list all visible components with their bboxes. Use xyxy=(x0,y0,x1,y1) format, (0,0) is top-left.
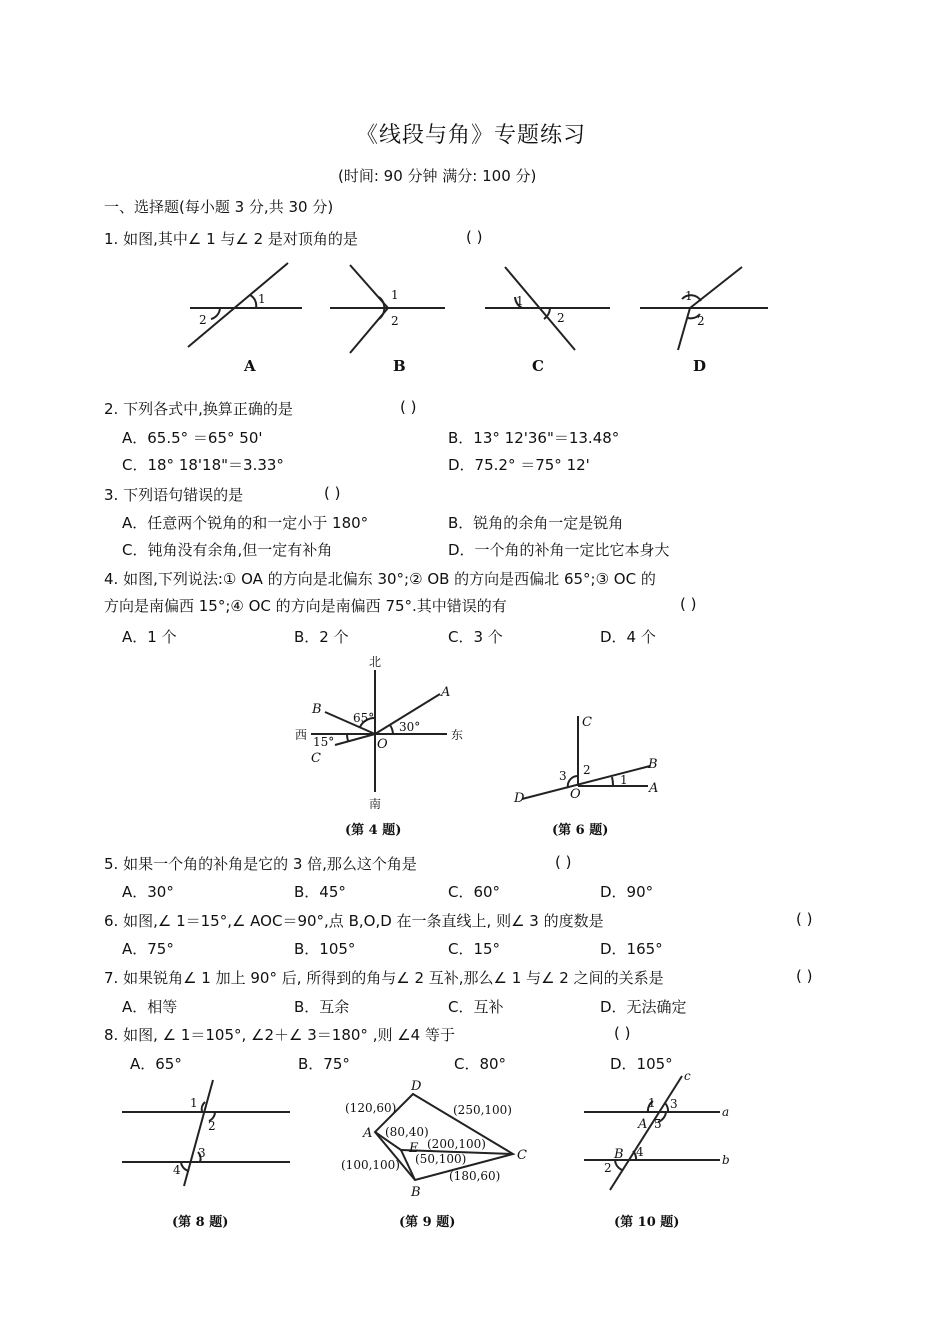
question-5-option-b: B．45° xyxy=(294,883,346,901)
question-2-option-a: A．65.5° ＝65° 50' xyxy=(122,429,263,447)
fig9-point-a: A xyxy=(363,1126,373,1141)
fig4-point-b: B xyxy=(312,702,322,717)
question-7-option-c: C．互补 xyxy=(448,998,504,1016)
question-5-option-a: A．30° xyxy=(122,883,174,901)
fig1a-label: A xyxy=(244,357,256,375)
fig6-point-o: O xyxy=(570,787,581,802)
fig8-angle-2: 2 xyxy=(208,1119,216,1133)
fig1a-angle-1: 1 xyxy=(258,292,266,306)
fig10-point-a: A xyxy=(638,1117,648,1132)
fig10-line-a: a xyxy=(722,1105,730,1119)
fig6-angle-1: 1 xyxy=(620,773,628,787)
question-4-option-c: C．3 个 xyxy=(448,628,503,646)
fig6-point-b: B xyxy=(648,757,658,772)
fig8-angle-4: 4 xyxy=(173,1163,181,1177)
question-1-answer-paren: ( ) xyxy=(466,228,483,246)
figure-8 xyxy=(110,1074,300,1234)
question-8-answer-paren: ( ) xyxy=(614,1024,631,1042)
fig9-label-ae: (80,40) xyxy=(385,1125,429,1139)
fig4-caption: (第 4 题) xyxy=(345,823,402,838)
fig1d-angle-2: 2 xyxy=(697,314,705,328)
question-4-option-a: A．1 个 xyxy=(122,628,177,646)
question-3-option-b: B．锐角的余角一定是锐角 xyxy=(448,514,624,532)
question-2-option-b: B．13° 12'36"＝13.48° xyxy=(448,429,620,447)
fig6-angle-3: 3 xyxy=(559,769,567,783)
question-4-stem-line1: 4. 如图,下列说法:① OA 的方向是北偏东 30°;② OB 的方向是西偏北 65°;③ OC 的 xyxy=(104,570,656,588)
fig9-point-d: D xyxy=(411,1079,422,1094)
fig6-caption: (第 6 题) xyxy=(552,823,609,838)
fig6-point-a: A xyxy=(649,781,659,796)
question-4-stem-line2: 方向是南偏西 15°;④ OC 的方向是南偏西 75°.其中错误的有 xyxy=(104,597,507,615)
fig8-angle-1: 1 xyxy=(190,1096,198,1110)
fig10-line-c: c xyxy=(684,1069,691,1083)
fig1b-angle-1: 1 xyxy=(391,288,399,302)
fig6-point-c: C xyxy=(582,715,592,730)
question-7-option-a: A．相等 xyxy=(122,998,178,1016)
question-2-option-c: C．18° 18'18"＝3.33° xyxy=(122,456,284,474)
fig8-angle-3: 3 xyxy=(198,1146,206,1160)
fig10-angle-3: 3 xyxy=(670,1097,678,1111)
question-5-option-d: D．90° xyxy=(600,883,654,901)
fig9-point-c: C xyxy=(517,1148,527,1163)
question-3-option-d: D．一个角的补角一定比它本身大 xyxy=(448,541,670,559)
question-3-answer-paren: ( ) xyxy=(324,484,341,502)
fig1c-angle-1: 1 xyxy=(516,294,524,308)
fig1a-angle-2: 2 xyxy=(199,313,207,327)
fig4-west: 西 xyxy=(295,728,308,742)
question-6-option-b: B．105° xyxy=(294,940,356,958)
fig9-label-ad: (120,60) xyxy=(345,1101,397,1115)
fig4-point-a: A xyxy=(441,685,451,700)
fig4-angle-30: 30° xyxy=(399,720,421,734)
fig10-angle-2: 2 xyxy=(604,1161,612,1175)
question-3-stem: 3. 下列语句错误的是 xyxy=(104,486,244,504)
figure-9 xyxy=(335,1074,545,1234)
fig6-angle-2: 2 xyxy=(583,763,591,777)
question-1-stem: 1. 如图,其中∠ 1 与∠ 2 是对顶角的是 xyxy=(104,230,358,248)
question-1-figures xyxy=(170,255,790,380)
fig1c-label: C xyxy=(532,357,544,375)
fig9-point-b: B xyxy=(411,1185,421,1200)
question-3-option-c: C．钝角没有余角,但一定有补角 xyxy=(122,541,333,559)
fig10-line-b: b xyxy=(722,1153,730,1167)
question-5-answer-paren: ( ) xyxy=(555,853,572,871)
question-8-option-d: D．105° xyxy=(610,1055,673,1073)
fig1b-angle-2: 2 xyxy=(391,314,399,328)
fig8-caption: (第 8 题) xyxy=(172,1215,229,1230)
question-7-option-d: D．无法确定 xyxy=(600,998,687,1016)
question-3-option-a: A．任意两个锐角的和一定小于 180° xyxy=(122,514,369,532)
question-6-option-c: C．15° xyxy=(448,940,501,958)
fig10-angle-1: 1 xyxy=(648,1096,656,1110)
fig9-label-dc: (250,100) xyxy=(453,1103,512,1117)
question-7-option-b: B．互余 xyxy=(294,998,350,1016)
fig9-label-ab: (100,100) xyxy=(341,1158,400,1172)
question-5-option-c: C．60° xyxy=(448,883,501,901)
question-7-answer-paren: ( ) xyxy=(796,967,813,985)
question-6-option-a: A．75° xyxy=(122,940,174,958)
fig4-south: 南 xyxy=(369,797,382,811)
question-8-option-b: B．75° xyxy=(298,1055,350,1073)
fig9-point-e: E xyxy=(409,1141,419,1156)
figure-4-compass xyxy=(285,652,485,842)
fig4-angle-15: 15° xyxy=(313,735,335,749)
fig1d-label: D xyxy=(693,357,707,375)
page-title: 《线段与角》专题练习 xyxy=(356,123,587,148)
question-5-stem: 5. 如果一个角的补角是它的 3 倍,那么这个角是 xyxy=(104,855,417,873)
question-2-stem: 2. 下列各式中,换算正确的是 xyxy=(104,400,293,418)
fig4-east: 东 xyxy=(451,728,464,742)
question-2-option-d: D．75.2° ＝75° 12' xyxy=(448,456,590,474)
fig4-point-o: O xyxy=(377,737,388,752)
question-4-option-b: B．2 个 xyxy=(294,628,349,646)
fig9-caption: (第 9 题) xyxy=(399,1215,456,1230)
fig4-point-c: C xyxy=(311,751,321,766)
fig1b-label: B xyxy=(393,357,406,375)
fig1c-angle-2: 2 xyxy=(557,311,565,325)
exam-info: (时间: 90 分钟 满分: 100 分) xyxy=(338,167,537,185)
fig9-label-bc: (180,60) xyxy=(449,1169,501,1183)
question-4-answer-paren: ( ) xyxy=(680,595,697,613)
question-4-option-d: D．4 个 xyxy=(600,628,656,646)
fig9-label-eb: (50,100) xyxy=(415,1152,467,1166)
fig4-angle-65: 65° xyxy=(353,711,375,725)
fig4-north: 北 xyxy=(369,655,382,669)
fig10-angle-4: 4 xyxy=(636,1145,644,1159)
question-8-option-a: A．65° xyxy=(130,1055,182,1073)
question-6-option-d: D．165° xyxy=(600,940,663,958)
fig10-angle-5: 5 xyxy=(654,1117,662,1131)
question-2-answer-paren: ( ) xyxy=(400,398,417,416)
fig10-point-b: B xyxy=(614,1147,624,1162)
question-8-option-c: C．80° xyxy=(454,1055,507,1073)
figure-6 xyxy=(508,708,678,843)
question-8-stem: 8. 如图, ∠ 1＝105°, ∠2＋∠ 3＝180° ,则 ∠4 等于 xyxy=(104,1026,455,1044)
fig10-caption: (第 10 题) xyxy=(614,1215,680,1230)
section-heading: 一、选择题(每小题 3 分,共 30 分) xyxy=(104,198,334,216)
question-6-stem: 6. 如图,∠ 1＝15°,∠ AOC＝90°,点 B,O,D 在一条直线上, 则∠ 3 的度数是 xyxy=(104,912,604,930)
fig6-point-d: D xyxy=(514,791,525,806)
fig9-label-ec: (200,100) xyxy=(427,1137,486,1151)
question-7-stem: 7. 如果锐角∠ 1 加上 90° 后, 所得到的角与∠ 2 互补,那么∠ 1 与∠ 2 之间的关系是 xyxy=(104,969,664,987)
fig1d-angle-1: 1 xyxy=(685,289,693,303)
question-6-answer-paren: ( ) xyxy=(796,910,813,928)
figure-10 xyxy=(570,1066,760,1236)
